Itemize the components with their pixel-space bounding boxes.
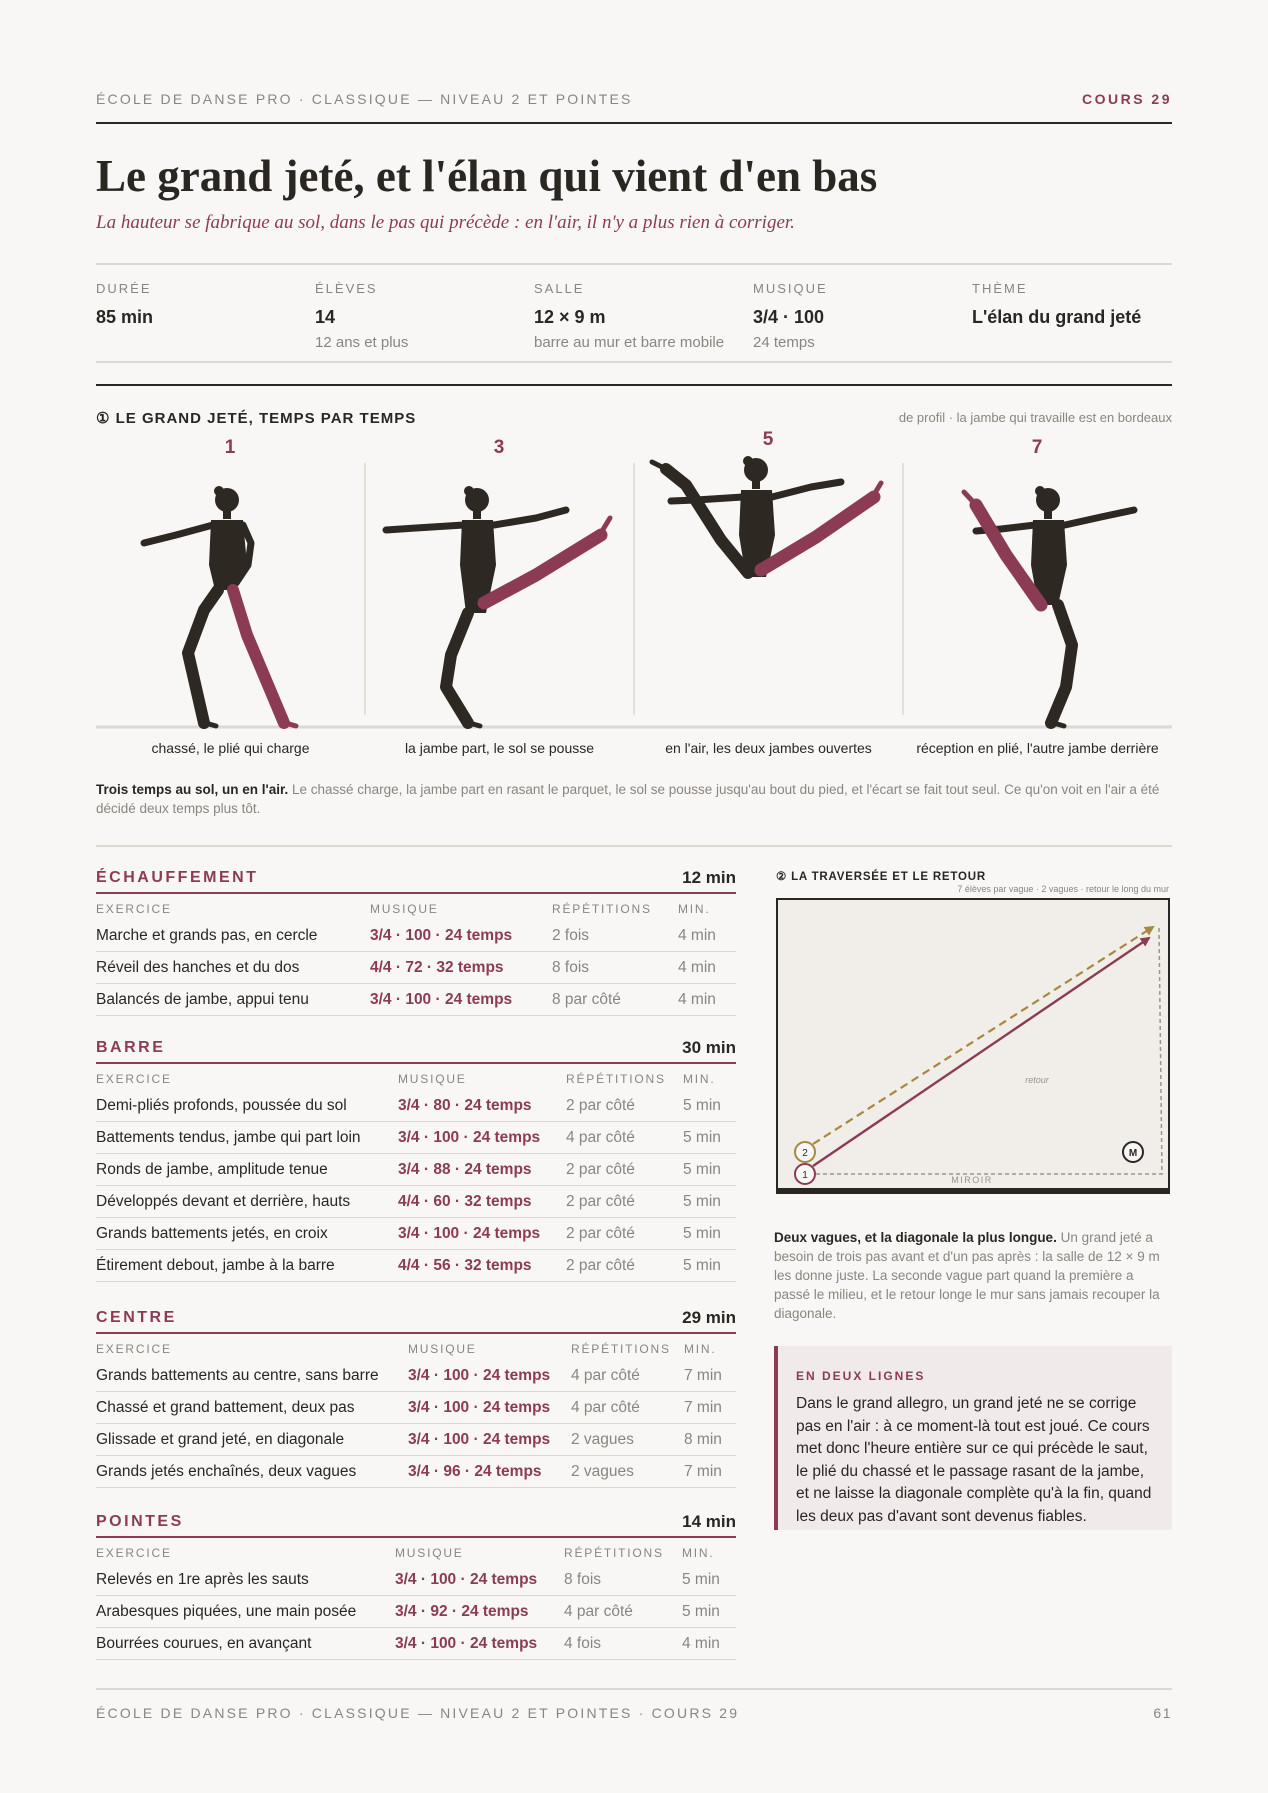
col-min: MIN. bbox=[684, 1342, 717, 1356]
meta-value: 85 min bbox=[96, 307, 154, 327]
map-title: ② LA TRAVERSÉE ET LE RETOUR bbox=[776, 871, 986, 883]
figure-description-body: Le chassé charge, la jambe part en rasant le parquet, le sol se pousse jusqu'au bout du pied, et l'écart se fait tout seul. Ce qu'on voit en l'air a été décidé deux temps plus tôt. bbox=[96, 782, 1160, 816]
step-caption: chassé, le plié qui charge bbox=[151, 740, 310, 756]
page-number: 61 bbox=[1153, 1705, 1172, 1721]
figure-description-lead: Trois temps au sol, un en l'air. bbox=[96, 782, 289, 797]
table-row bbox=[96, 1424, 736, 1456]
section-barre bbox=[96, 1036, 736, 1282]
step-number: 7 bbox=[1031, 437, 1043, 458]
cell-music: 3/4 · 100 · 24 temps bbox=[408, 1431, 551, 1448]
table-row bbox=[96, 1564, 736, 1596]
col-exercise: EXERCICE bbox=[96, 902, 172, 916]
marker-label: M bbox=[1128, 1148, 1138, 1159]
meta-value: 14 bbox=[315, 307, 336, 327]
cell-exercise: Bourrées courues, en avançant bbox=[96, 1635, 312, 1652]
meta-duration bbox=[96, 281, 306, 328]
col-music: MUSIQUE bbox=[395, 1546, 464, 1560]
marker-label: 1 bbox=[802, 1170, 808, 1181]
dancer-figure-landing bbox=[964, 486, 1134, 726]
meta-label: ÉLÈVES bbox=[315, 281, 378, 296]
dancer-figure-chasse bbox=[144, 486, 296, 726]
cell-min: 5 min bbox=[683, 1129, 721, 1146]
section-duration: 12 min bbox=[682, 868, 736, 887]
dancer-figure-leg-extension bbox=[386, 486, 610, 726]
cell-exercise: Glissade et grand jeté, en diagonale bbox=[96, 1431, 345, 1448]
cell-exercise: Marche et grands pas, en cercle bbox=[96, 927, 318, 944]
cell-min: 5 min bbox=[683, 1257, 721, 1274]
cell-min: 4 min bbox=[682, 1635, 720, 1652]
map-description-lead: Deux vagues, et la diagonale la plus longue. bbox=[774, 1230, 1057, 1245]
column-headers bbox=[96, 1538, 736, 1564]
cell-music: 4/4 · 72 · 32 temps bbox=[370, 959, 504, 976]
cell-music: 3/4 · 100 · 24 temps bbox=[370, 927, 513, 944]
cell-min: 5 min bbox=[683, 1225, 721, 1242]
cell-exercise: Chassé et grand battement, deux pas bbox=[96, 1399, 355, 1416]
cell-music: 3/4 · 100 · 24 temps bbox=[395, 1635, 538, 1652]
cell-exercise: Développés devant et derrière, hauts bbox=[96, 1193, 351, 1210]
cell-reps: 8 par côté bbox=[552, 991, 621, 1008]
cell-min: 7 min bbox=[684, 1399, 722, 1416]
footer bbox=[96, 1688, 1172, 1721]
section-echauffement bbox=[96, 866, 736, 1016]
cell-exercise: Arabesques piquées, une main posée bbox=[96, 1603, 357, 1620]
step-number: 5 bbox=[762, 429, 774, 450]
traversal-diagram bbox=[776, 898, 1172, 1198]
dancer-sequence-illustration bbox=[96, 425, 1172, 733]
cell-reps: 2 vagues bbox=[571, 1431, 634, 1448]
section-header bbox=[96, 1306, 736, 1334]
cell-music: 4/4 · 56 · 32 temps bbox=[398, 1257, 532, 1274]
cell-exercise: Réveil des hanches et du dos bbox=[96, 959, 300, 976]
col-min: MIN. bbox=[682, 1546, 715, 1560]
cell-music: 3/4 · 96 · 24 temps bbox=[408, 1463, 542, 1480]
meta-music bbox=[753, 281, 963, 351]
mirror-label: MIROIR bbox=[951, 1175, 993, 1185]
meta-sub: 12 ans et plus bbox=[315, 334, 409, 351]
column-headers bbox=[96, 1334, 736, 1360]
callout-title: EN DEUX LIGNES bbox=[796, 1369, 926, 1383]
col-exercise: EXERCICE bbox=[96, 1072, 172, 1086]
cell-music: 3/4 · 100 · 24 temps bbox=[395, 1571, 538, 1588]
step-caption: en l'air, les deux jambes ouvertes bbox=[665, 740, 872, 756]
table-row bbox=[96, 1628, 736, 1660]
cell-reps: 2 par côté bbox=[566, 1257, 635, 1274]
meta-label: SALLE bbox=[534, 281, 585, 296]
cell-music: 3/4 · 100 · 24 temps bbox=[408, 1367, 551, 1384]
section-header bbox=[96, 1036, 736, 1064]
col-reps: RÉPÉTITIONS bbox=[566, 1072, 666, 1086]
cell-reps: 2 par côté bbox=[566, 1225, 635, 1242]
cell-exercise: Ronds de jambe, amplitude tenue bbox=[96, 1161, 328, 1178]
figure-description bbox=[96, 780, 1172, 818]
step-caption: la jambe part, le sol se pousse bbox=[404, 740, 595, 756]
cell-exercise: Relevés en 1re après les sauts bbox=[96, 1571, 309, 1588]
cell-exercise: Balancés de jambe, appui tenu bbox=[96, 991, 309, 1008]
step-number: 1 bbox=[224, 437, 236, 458]
map-description bbox=[774, 1228, 1172, 1323]
cell-min: 4 min bbox=[678, 927, 716, 944]
figure-captions bbox=[96, 740, 1172, 760]
cell-music: 3/4 · 100 · 24 temps bbox=[408, 1399, 551, 1416]
callout-text: Dans le grand allegro, un grand jeté ne se corrige pas en l'air : à ce moment-là tout est joué. Ce cours met donc l'heure entière sur ce qui précède le saut, le plié du chassé et le passage rasant de la jambe, et ne laisse la diagonale complète qu'à la fin, quand les deux pas d'avant sont devenus fiables. bbox=[796, 1395, 1152, 1525]
section-pointes bbox=[96, 1510, 736, 1660]
cell-reps: 2 par côté bbox=[566, 1161, 635, 1178]
cell-exercise: Grands battements jetés, en croix bbox=[96, 1225, 328, 1242]
table-row bbox=[96, 1122, 736, 1154]
dancer-figure-leap bbox=[652, 456, 881, 577]
meta-value: L'élan du grand jeté bbox=[972, 307, 1142, 327]
page-subtitle: La hauteur se fabrique au sol, dans le pas qui précède : en l'air, il n'y a plus rien à corriger. bbox=[96, 212, 795, 233]
col-reps: RÉPÉTITIONS bbox=[571, 1342, 671, 1356]
cell-music: 3/4 · 80 · 24 temps bbox=[398, 1097, 532, 1114]
cell-music: 3/4 · 100 · 24 temps bbox=[398, 1129, 541, 1146]
cell-music: 4/4 · 60 · 32 temps bbox=[398, 1193, 532, 1210]
table-row bbox=[96, 984, 736, 1016]
cell-reps: 4 par côté bbox=[571, 1367, 640, 1384]
table-row bbox=[96, 1392, 736, 1424]
section-duration: 29 min bbox=[682, 1308, 736, 1327]
table-row bbox=[96, 1596, 736, 1628]
cell-exercise: Étirement debout, jambe à la barre bbox=[96, 1257, 335, 1274]
cell-exercise: Grands battements au centre, sans barre bbox=[96, 1367, 379, 1384]
cell-min: 4 min bbox=[678, 991, 716, 1008]
cell-reps: 4 fois bbox=[564, 1635, 602, 1652]
table-row bbox=[96, 1360, 736, 1392]
figure-title: ① LE GRAND JETÉ, TEMPS PAR TEMPS bbox=[96, 410, 417, 427]
cell-exercise: Demi-pliés profonds, poussée du sol bbox=[96, 1097, 347, 1114]
cell-reps: 4 par côté bbox=[571, 1399, 640, 1416]
col-reps: RÉPÉTITIONS bbox=[552, 902, 652, 916]
page-title: Le grand jeté, et l'élan qui vient d'en bas bbox=[96, 151, 878, 201]
section-name: BARRE bbox=[96, 1039, 166, 1056]
cell-exercise: Battements tendus, jambe qui part loin bbox=[96, 1129, 361, 1146]
header-bar bbox=[96, 88, 1172, 124]
section-header bbox=[96, 1510, 736, 1538]
header-course: COURS 29 bbox=[1081, 91, 1172, 107]
cell-reps: 4 par côté bbox=[564, 1603, 633, 1620]
section-duration: 14 min bbox=[682, 1512, 736, 1531]
cell-reps: 2 vagues bbox=[571, 1463, 634, 1480]
section-name: ÉCHAUFFEMENT bbox=[96, 869, 259, 886]
cell-reps: 8 fois bbox=[552, 959, 590, 976]
cell-reps: 2 par côté bbox=[566, 1193, 635, 1210]
section-name: POINTES bbox=[96, 1513, 184, 1530]
meta-theme bbox=[972, 281, 1172, 328]
column-headers bbox=[96, 894, 736, 920]
map-subtitle: 7 élèves par vague · 2 vagues · retour le long du mur bbox=[957, 884, 1169, 894]
meta-sub: 24 temps bbox=[753, 334, 815, 351]
column-headers bbox=[96, 1064, 736, 1090]
figure-note: de profil · la jambe qui travaille est en bordeaux bbox=[898, 410, 1172, 425]
table-row bbox=[96, 952, 736, 984]
col-min: MIN. bbox=[678, 902, 711, 916]
cell-min: 7 min bbox=[684, 1367, 722, 1384]
meta-label: THÈME bbox=[972, 281, 1028, 296]
table-row bbox=[96, 1250, 736, 1282]
divider bbox=[96, 845, 1172, 847]
summary-callout bbox=[774, 1346, 1172, 1530]
table-row bbox=[96, 1218, 736, 1250]
cell-music: 3/4 · 88 · 24 temps bbox=[398, 1161, 532, 1178]
meta-strip bbox=[96, 263, 1172, 363]
col-exercise: EXERCICE bbox=[96, 1342, 172, 1356]
cell-music: 3/4 · 92 · 24 temps bbox=[395, 1603, 529, 1620]
cell-min: 4 min bbox=[678, 959, 716, 976]
meta-label: DURÉE bbox=[96, 281, 152, 296]
meta-sub: barre au mur et barre mobile bbox=[534, 334, 725, 351]
divider bbox=[96, 384, 1172, 386]
marker-label: 2 bbox=[802, 1148, 808, 1159]
meta-value: 3/4 · 100 bbox=[753, 307, 825, 327]
studio-floor bbox=[777, 899, 1169, 1193]
meta-label: MUSIQUE bbox=[753, 281, 828, 296]
col-min: MIN. bbox=[683, 1072, 716, 1086]
cell-reps: 2 fois bbox=[552, 927, 590, 944]
cell-reps: 4 par côté bbox=[566, 1129, 635, 1146]
meta-students bbox=[315, 281, 525, 351]
step-caption: réception en plié, l'autre jambe derrière bbox=[916, 740, 1159, 756]
section-header bbox=[96, 866, 736, 894]
col-reps: RÉPÉTITIONS bbox=[564, 1546, 664, 1560]
col-exercise: EXERCICE bbox=[96, 1546, 172, 1560]
cell-min: 5 min bbox=[683, 1193, 721, 1210]
cell-min: 8 min bbox=[684, 1431, 722, 1448]
table-row bbox=[96, 1090, 736, 1122]
return-label: retour bbox=[1025, 1075, 1049, 1085]
cell-music: 3/4 · 100 · 24 temps bbox=[398, 1225, 541, 1242]
table-row bbox=[96, 1154, 736, 1186]
cell-music: 3/4 · 100 · 24 temps bbox=[370, 991, 513, 1008]
cell-exercise: Grands jetés enchaînés, deux vagues bbox=[96, 1463, 357, 1480]
cell-reps: 8 fois bbox=[564, 1571, 602, 1588]
step-number: 3 bbox=[493, 437, 505, 458]
table-row bbox=[96, 1456, 736, 1488]
col-music: MUSIQUE bbox=[370, 902, 439, 916]
cell-reps: 2 par côté bbox=[566, 1097, 635, 1114]
cell-min: 5 min bbox=[683, 1097, 721, 1114]
table-row bbox=[96, 1186, 736, 1218]
col-music: MUSIQUE bbox=[398, 1072, 467, 1086]
map-description-body: Un grand jeté a besoin de trois pas avant et d'un pas après : la salle de 12 × 9 m les donne juste. La seconde vague part quand la première a passé le milieu, et le retour longe le mur sans jamais recouper la diagonale. bbox=[774, 1230, 1160, 1321]
col-music: MUSIQUE bbox=[408, 1342, 477, 1356]
section-name: CENTRE bbox=[96, 1309, 177, 1326]
meta-value: 12 × 9 m bbox=[534, 307, 606, 327]
cell-min: 7 min bbox=[684, 1463, 722, 1480]
footer-text: ÉCOLE DE DANSE PRO · CLASSIQUE — NIVEAU 2 ET POINTES · COURS 29 bbox=[96, 1705, 740, 1721]
meta-room bbox=[534, 281, 744, 351]
cell-min: 5 min bbox=[682, 1571, 720, 1588]
header-school: ÉCOLE DE DANSE PRO · CLASSIQUE — NIVEAU 2 ET POINTES bbox=[96, 91, 633, 107]
section-centre bbox=[96, 1306, 736, 1488]
section-duration: 30 min bbox=[682, 1038, 736, 1057]
cell-min: 5 min bbox=[683, 1161, 721, 1178]
cell-min: 5 min bbox=[682, 1603, 720, 1620]
table-row bbox=[96, 920, 736, 952]
